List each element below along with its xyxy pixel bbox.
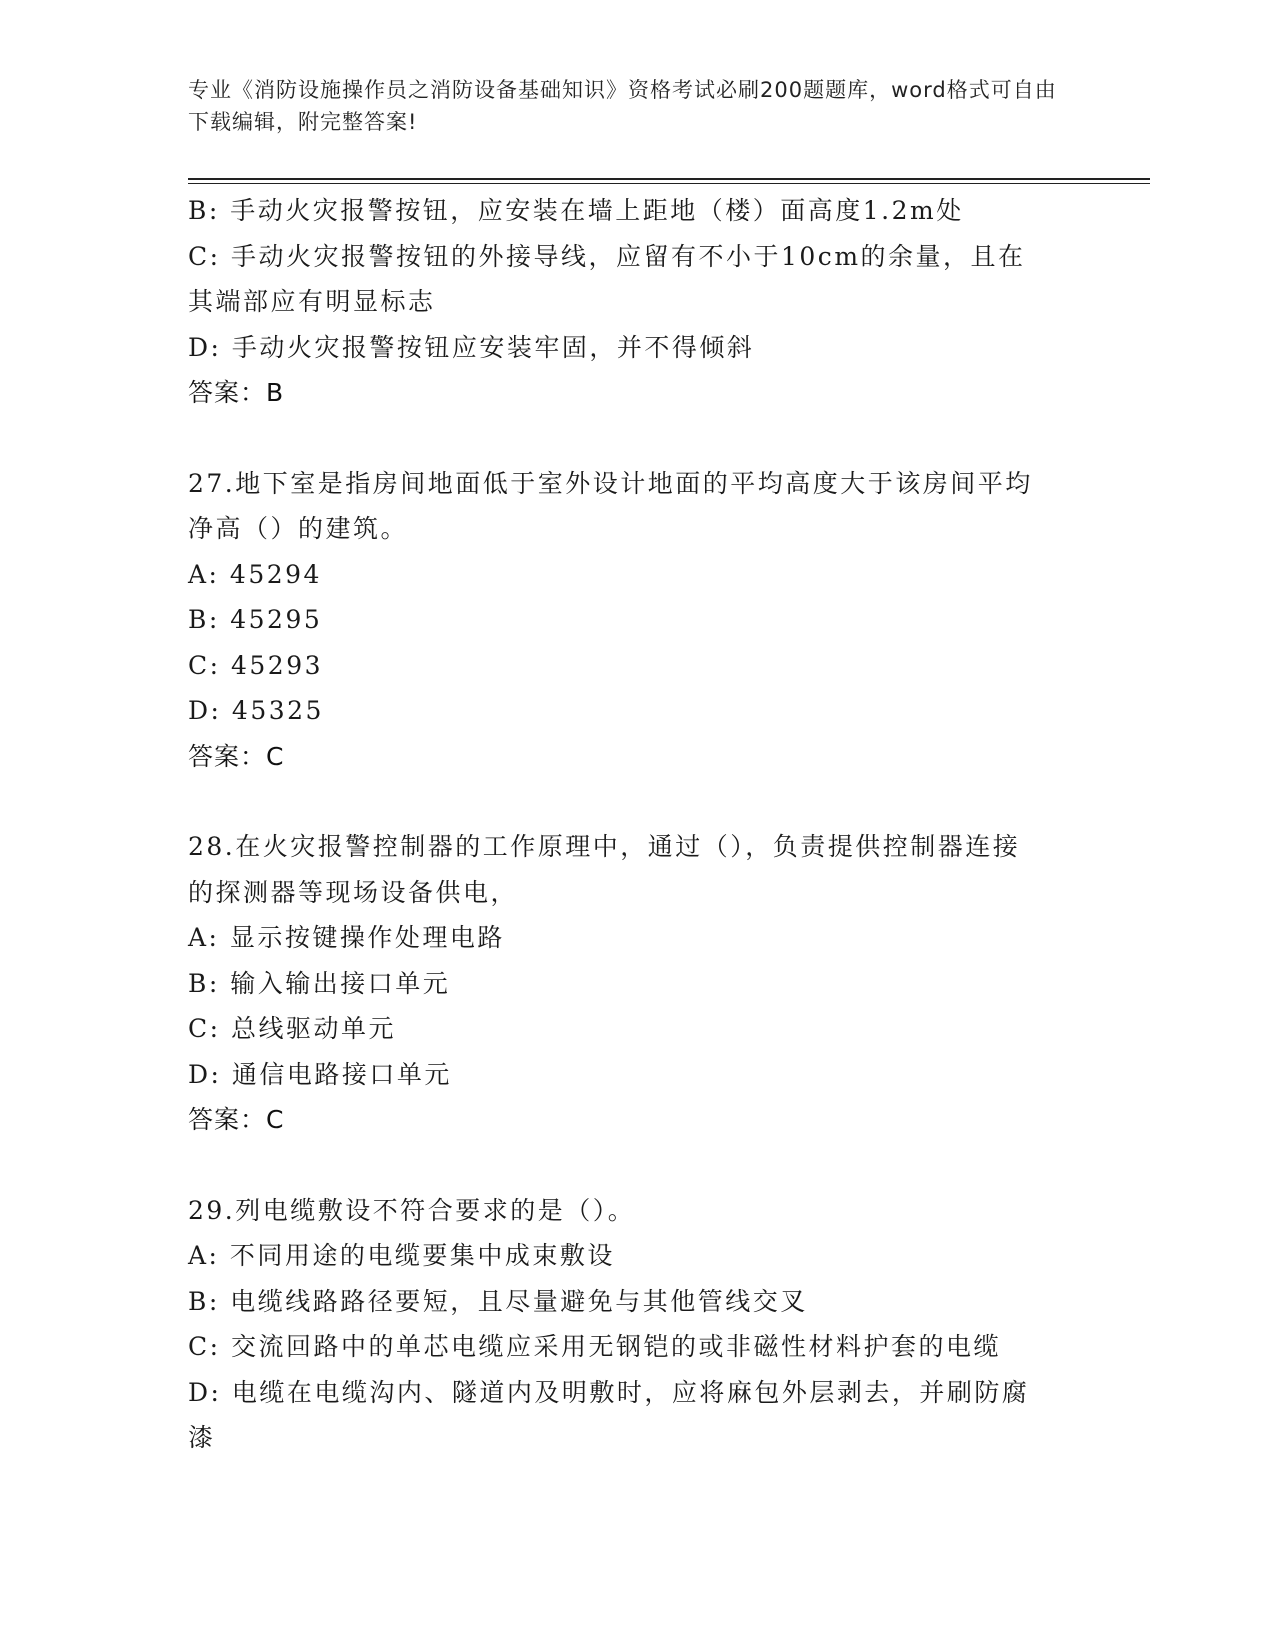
- option-line: B: 45295: [188, 605, 323, 634]
- spacer: [188, 1143, 1088, 1188]
- option-line: A: 不同用途的电缆要集中成束敷设: [188, 1241, 615, 1270]
- option-line: D: 45325: [188, 696, 324, 725]
- answer-line: 答案：C: [188, 741, 285, 771]
- option-line: 漆: [188, 1423, 216, 1452]
- question-block: [188, 188, 1088, 416]
- spacer: [188, 779, 1088, 824]
- option-line: C: 总线驱动单元: [188, 1014, 396, 1043]
- option-line: C: 45293: [188, 650, 324, 680]
- option-line: D: 电缆在电缆沟内、隧道内及明敷时，应将麻包外层剥去，并刷防腐: [188, 1377, 1030, 1407]
- question-stem: 28.在火灾报警控制器的工作原理中，通过（），负责提供控制器连接: [188, 832, 1021, 861]
- option-line: B: 手动火灾报警按钮，应安装在墙上距地（楼）面高度1.2m处: [188, 196, 964, 225]
- header-divider-thick: [188, 178, 1150, 180]
- answer-line: 答案：C: [188, 1105, 285, 1134]
- spacer: [188, 416, 1088, 461]
- header-title: 专业《消防设施操作员之消防设备基础知识》资格考试必刷200题题库，word格式可自由下载编辑，附完整答案!: [188, 78, 1057, 134]
- document-header: [188, 74, 1068, 138]
- option-line: C: 交流回路中的单芯电缆应采用无钢铠的或非磁性材料护套的电缆: [188, 1332, 1002, 1361]
- option-line: A: 显示按键操作处理电路: [188, 923, 505, 952]
- option-line: C: 手动火灾报警按钮的外接导线，应留有不小于10cm的余量，且在: [188, 241, 1026, 271]
- question-stem: 的探测器等现场设备供电，: [188, 877, 519, 907]
- header-divider-thin: [188, 183, 1150, 184]
- question-list: [188, 188, 1088, 1461]
- question-stem: 27.地下室是指房间地面低于室外设计地面的平均高度大于该房间平均: [188, 468, 1033, 498]
- answer-line: 答案：B: [188, 378, 285, 407]
- option-line: A: 45294: [188, 559, 322, 589]
- option-line: 其端部应有明显标志: [188, 287, 436, 316]
- question-block: [188, 461, 1088, 780]
- option-line: B: 电缆线路路径要短，且尽量避免与其他管线交叉: [188, 1286, 808, 1316]
- question-block: [188, 1188, 1088, 1461]
- option-line: B: 输入输出接口单元: [188, 968, 451, 998]
- question-stem: 29.列电缆敷设不符合要求的是（）。: [188, 1195, 636, 1225]
- option-line: D: 手动火灾报警按钮应安装牢固，并不得倾斜: [188, 332, 755, 362]
- question-stem: 净高（）的建筑。: [188, 514, 409, 543]
- option-line: D: 通信电路接口单元: [188, 1059, 452, 1089]
- question-block: [188, 824, 1088, 1143]
